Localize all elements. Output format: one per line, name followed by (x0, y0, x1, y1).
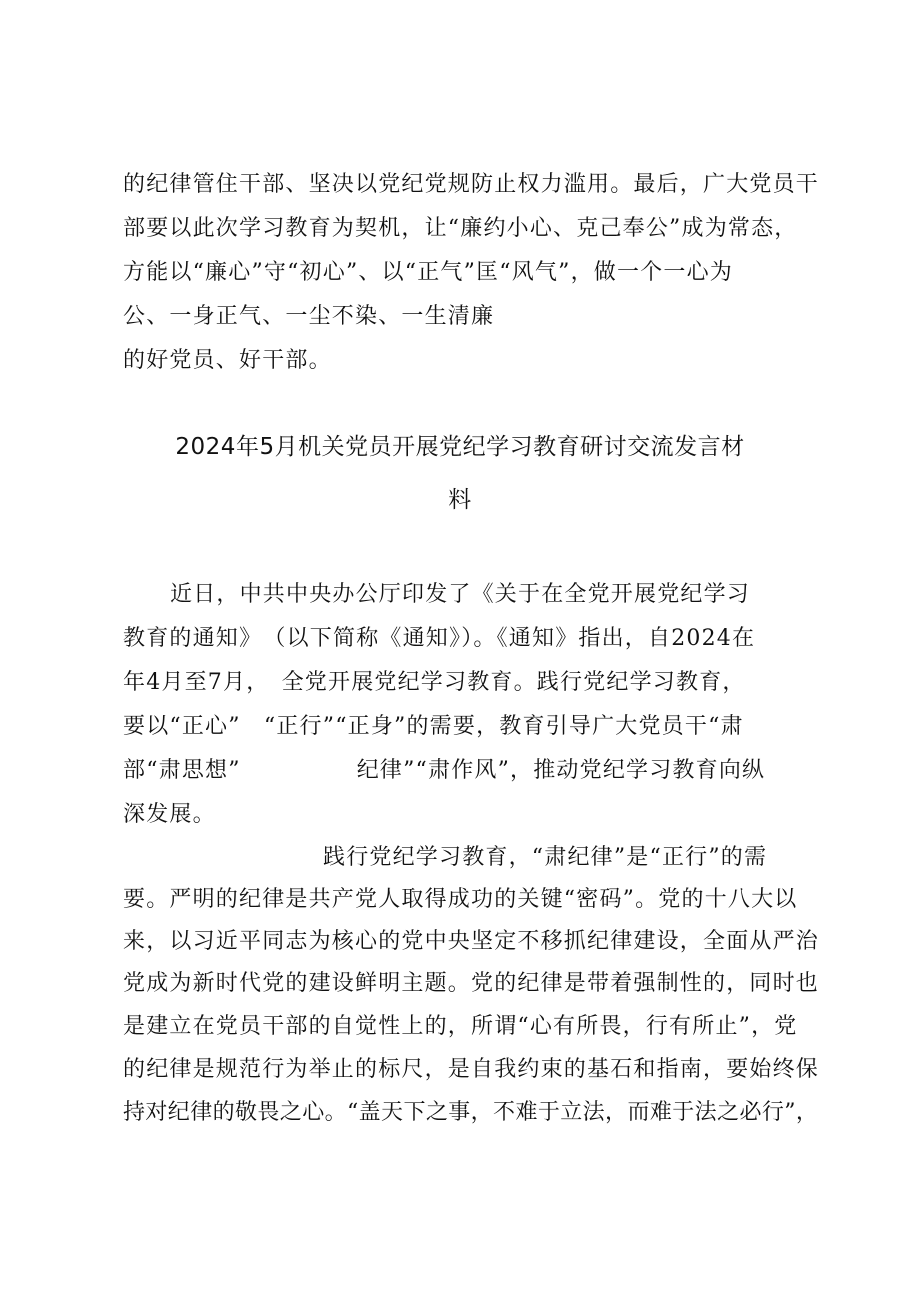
top-paragraph-line-3: 方能以“廉心”守“初心”、以“正气”匡“风气”，做一个一心为 (123, 260, 733, 285)
paragraph-2-line-3: 来，以习近平同志为核心的党中央坚定不移抓纪律建设，全面从严治 (123, 929, 820, 954)
paragraph-1-line-6: 深发展。 (123, 802, 216, 827)
paragraph-1-line-4: 要以“正心” “正行”“正身”的需要，教育引导广大党员干“肃 (123, 714, 744, 739)
paragraph-2-line-2: 要。严明的纪律是共产党人取得成功的关键“密码”。党的十八大以 (123, 887, 798, 912)
document-title-line-2: 料 (448, 487, 472, 513)
paragraph-1-line-3: 年4月至7月， 全党开展党纪学习教育。践行党纪学习教育， (123, 670, 746, 695)
top-paragraph-line-1: 的纪律管住干部、坚决以党纪党规防止权力滥用。最后，广大党员干 (123, 172, 820, 197)
top-paragraph-line-4: 公、一身正气、一尘不染、一生清廉 (123, 304, 495, 329)
paragraph-2-line-4: 党成为新时代党的建设鲜明主题。党的纪律是带着强制性的，同时也 (123, 971, 820, 996)
paragraph-1-line-2: 教育的通知》 （以下简称《通知》）。《通知》指出，自2024在 (123, 626, 756, 651)
paragraph-2-line-7: 持对纪律的敬畏之心。“盖天下之事，不难于立法，而难于法之必行”， (123, 1100, 819, 1125)
paragraph-2-line-6: 的纪律是规范行为举止的标尺，是自我约束的基石和指南，要始终保 (123, 1057, 820, 1082)
paragraph-2-line-5: 是建立在党员干部的自觉性上的，所谓“心有所畏，行有所止”，党 (123, 1014, 798, 1039)
top-paragraph-line-5: 的好党员、好干部。 (123, 348, 332, 373)
top-paragraph-line-2: 部要以此次学习教育为契机，让“廉约小心、克己奉公”成为常态， (123, 216, 798, 241)
document-title-line-1: 2024年5月机关党员开展党纪学习教育研讨交流发言材 (175, 434, 745, 460)
paragraph-1-line-5: 部“肃思想” 纪律”“肃作风”，推动党纪学习教育向纵 (123, 758, 766, 783)
paragraph-2-line-1: 践行党纪学习教育，“肃纪律”是“正行”的需 (323, 845, 768, 870)
paragraph-1-line-1: 近日，中共中央办公厅印发了《关于在全党开展党纪学习 (170, 582, 751, 607)
